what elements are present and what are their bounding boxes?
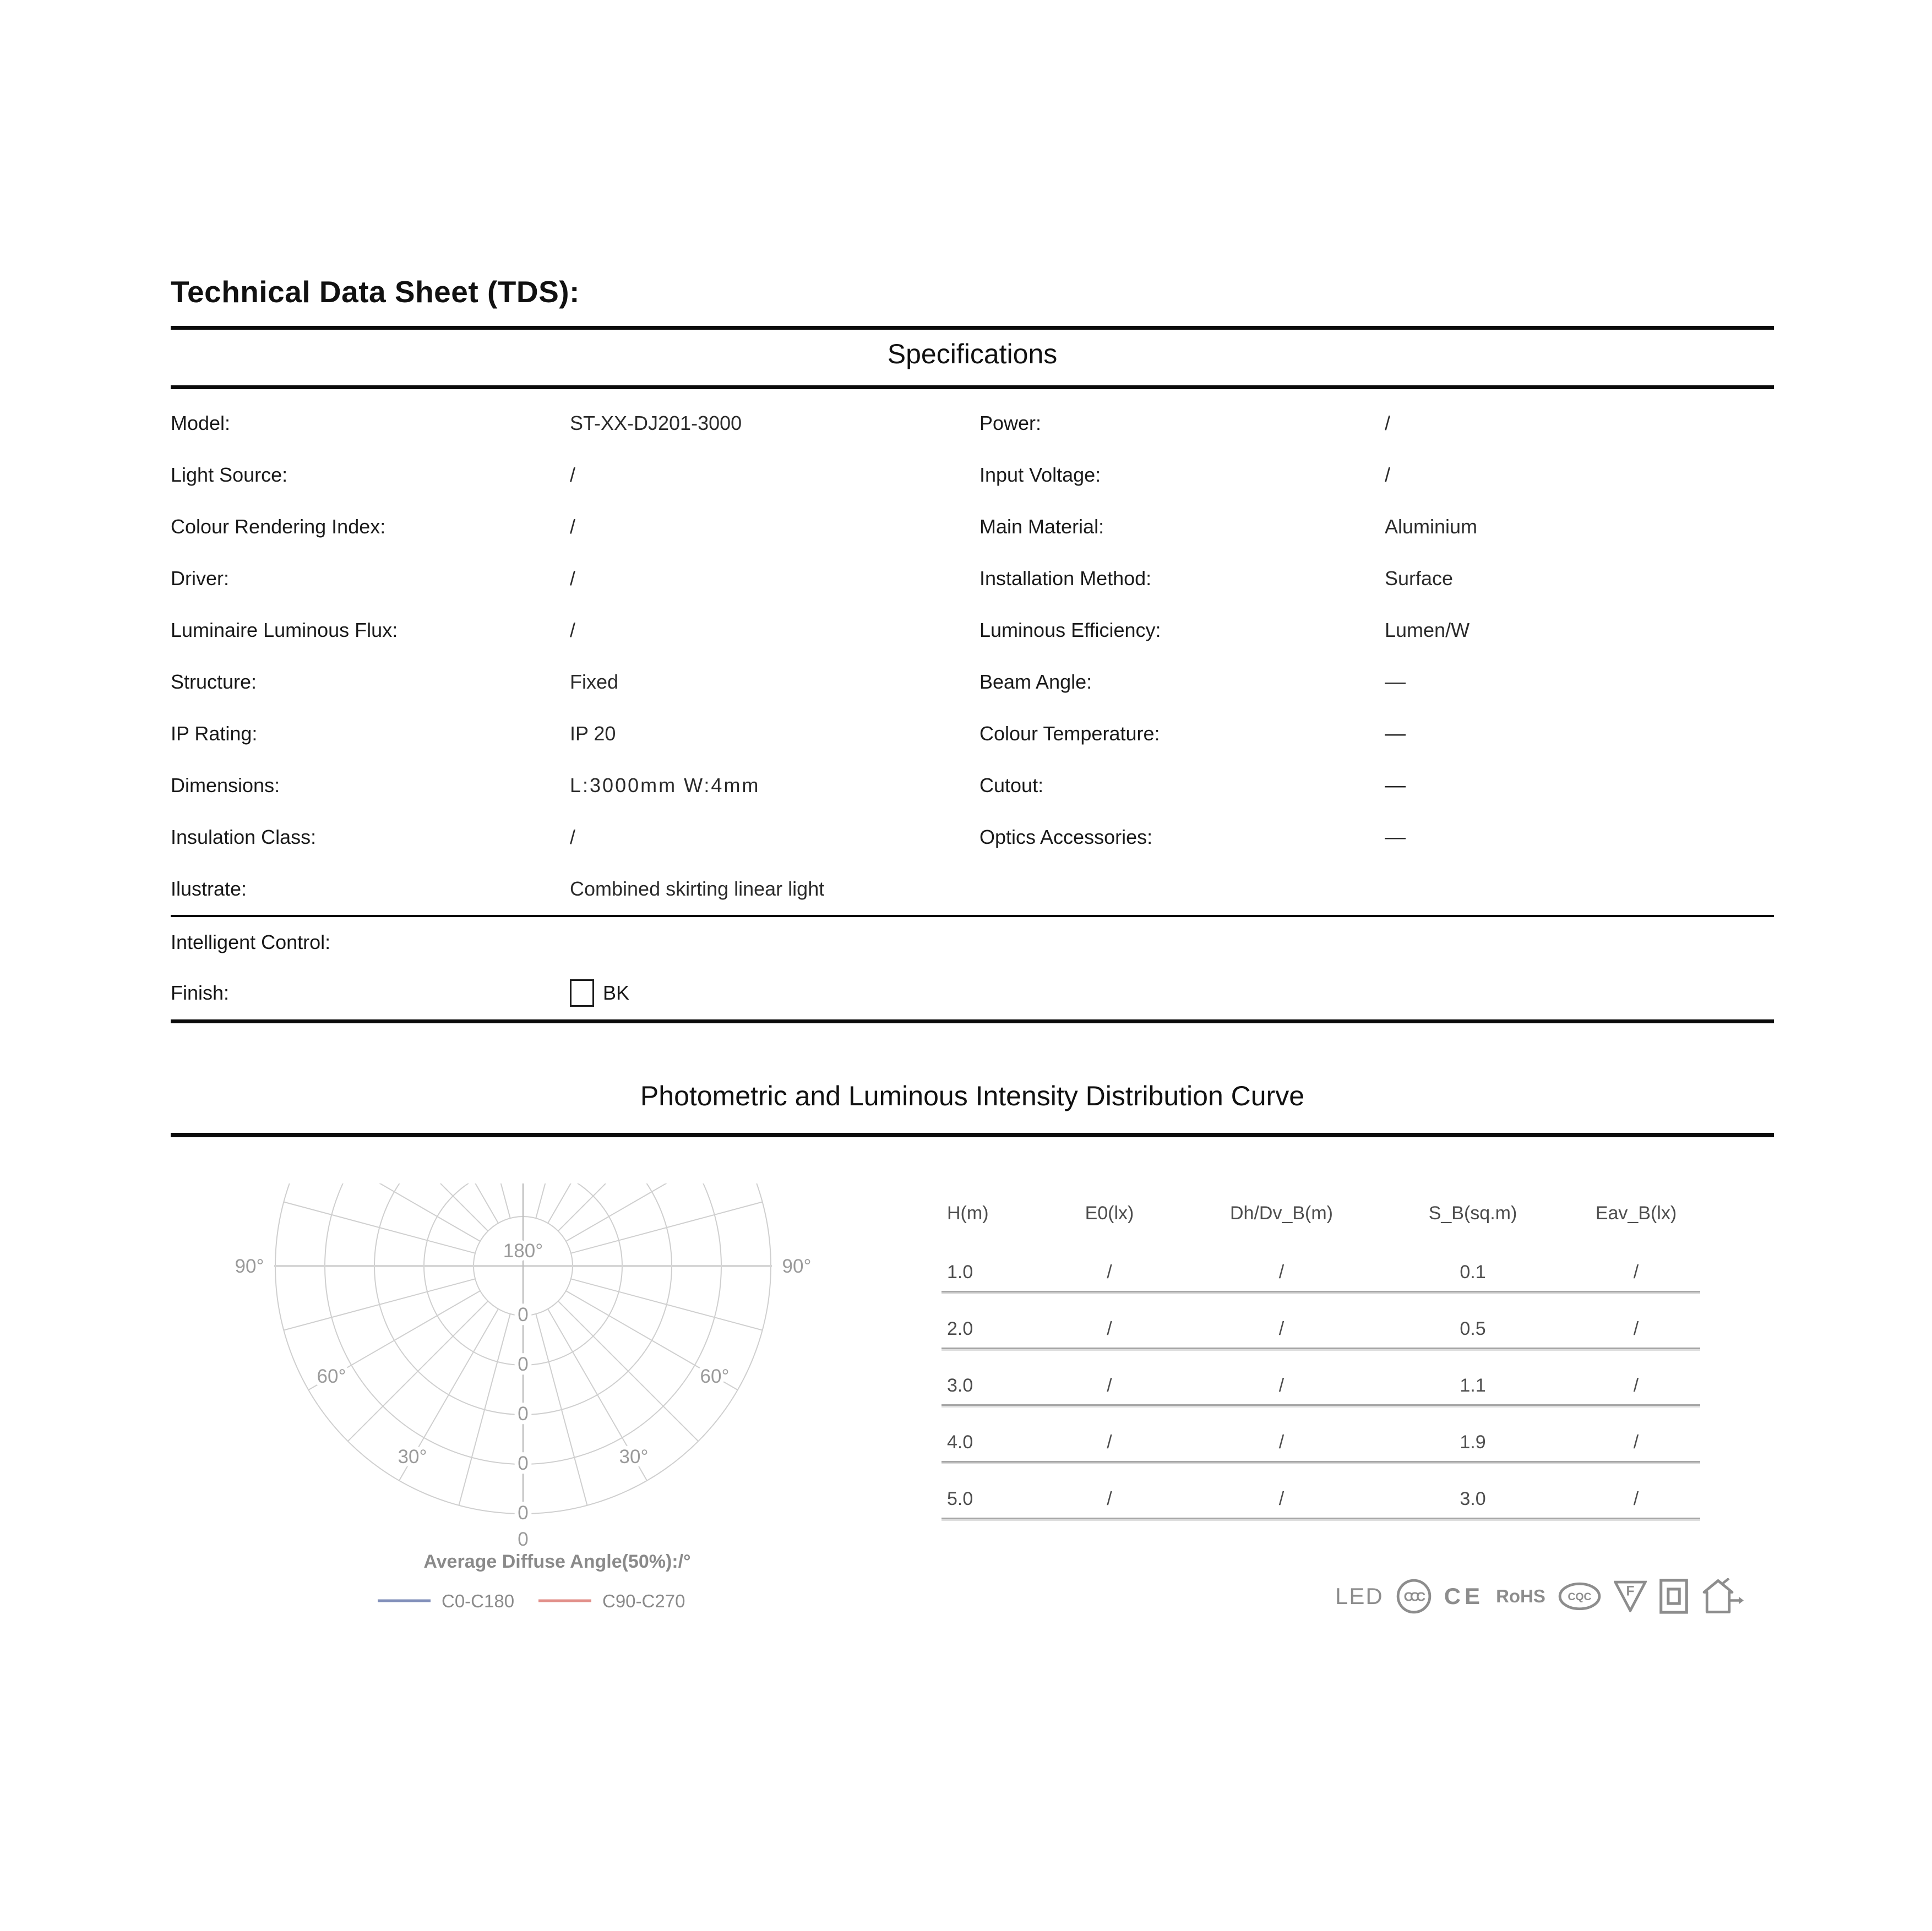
rohs-label: RoHS — [1496, 1586, 1545, 1606]
legend-label-c0-c180: C0-C180 — [442, 1591, 515, 1611]
spec-label-ip-rating: IP Rating: — [171, 722, 258, 745]
spec-label-input-voltage: Input Voltage: — [979, 463, 1101, 486]
spec-label-light-source: Light Source: — [171, 463, 288, 486]
angle-label-90-left: 90° — [235, 1256, 264, 1277]
radial-tick-0-c: 0 — [518, 1403, 529, 1425]
table-row: 5.0 / / 3.0 / — [941, 1463, 1700, 1519]
angle-label-0-bottom: 0 — [518, 1529, 529, 1550]
ccc-text: CCC — [1403, 1589, 1423, 1604]
table-row: 3.0 / / 1.1 / — [941, 1349, 1700, 1406]
spec-label-power: Power: — [979, 412, 1042, 434]
spec-label-main-material: Main Material: — [979, 515, 1104, 538]
chart-caption: Average Diffuse Angle(50%):/° — [423, 1551, 691, 1572]
finish-bk-label: BK — [603, 981, 630, 1004]
photometric-table-header — [941, 1203, 1700, 1236]
spec-label-dimensions: Dimensions: — [171, 774, 280, 797]
angle-label-60-right: 60° — [700, 1366, 730, 1387]
col-header-h: H(m) — [947, 1203, 989, 1224]
photometric-polar-chart — [215, 1183, 831, 1635]
spec-value-main-material: Aluminium — [1385, 515, 1478, 538]
divider-under-title — [171, 326, 1774, 330]
led-label: LED — [1335, 1583, 1384, 1609]
ccc-certification-icon — [1396, 1578, 1432, 1614]
cqc-text: CQC — [1568, 1591, 1592, 1603]
spec-label-colour-temperature: Colour Temperature: — [979, 722, 1160, 745]
spec-value-ip-rating: IP 20 — [570, 722, 616, 745]
divider-under-photometric-title — [171, 1133, 1774, 1137]
cqc-certification-icon — [1558, 1581, 1602, 1612]
spec-value-cri: / — [570, 515, 576, 538]
indoor-use-house-icon — [1701, 1578, 1744, 1614]
col-header-sb: S_B(sq.m) — [1428, 1203, 1517, 1224]
spec-label-intelligent-control: Intelligent Control: — [171, 931, 331, 953]
spec-label-cri: Colour Rendering Index: — [171, 515, 386, 538]
photometric-section-title: Photometric and Luminous Intensity Distribution Curve — [640, 1081, 1305, 1111]
spec-label-beam-angle: Beam Angle: — [979, 670, 1092, 693]
angle-label-30-left: 30° — [398, 1446, 427, 1468]
spec-label-optics-accessories: Optics Accessories: — [979, 826, 1153, 848]
radial-tick-0-b: 0 — [518, 1354, 529, 1375]
f-triangle-text: F — [1626, 1584, 1635, 1599]
table-row: 1.0 / / 0.1 / — [941, 1236, 1700, 1292]
spec-label-driver: Driver: — [171, 567, 229, 590]
angle-label-60-left: 60° — [317, 1366, 346, 1387]
spec-value-light-source: / — [570, 463, 576, 486]
spec-value-structure: Fixed — [570, 670, 619, 693]
spec-value-installation-method: Surface — [1385, 567, 1454, 590]
spec-value-colour-temperature: — — [1385, 722, 1406, 745]
page-title: Technical Data Sheet (TDS): — [171, 275, 580, 309]
angle-label-90-right: 90° — [782, 1256, 812, 1277]
spec-value-power: / — [1385, 412, 1391, 434]
legend-label-c90-c270: C90-C270 — [602, 1591, 685, 1611]
radial-tick-0-a: 0 — [518, 1304, 529, 1325]
col-header-dhdv: Dh/Dv_B(m) — [1229, 1203, 1334, 1224]
table-row: 4.0 / / 1.9 / — [941, 1406, 1700, 1463]
spec-value-optics-accessories: — — [1385, 825, 1406, 849]
table-row: 2.0 / / 0.5 / — [941, 1292, 1700, 1349]
finish-row — [171, 968, 1774, 1018]
photometric-table — [941, 1203, 1700, 1519]
spec-label-cutout: Cutout: — [979, 774, 1044, 797]
spec-label-insulation-class: Insulation Class: — [171, 826, 317, 848]
spec-value-model: ST-XX-DJ201-3000 — [570, 412, 742, 434]
col-header-e0: E0(lx) — [1085, 1203, 1134, 1224]
spec-value-cutout: — — [1385, 773, 1406, 797]
col-header-eavb: Eav_B(lx) — [1595, 1203, 1677, 1224]
radial-tick-0-d: 0 — [518, 1453, 529, 1474]
certification-icons-row — [1335, 1573, 1744, 1619]
spec-value-input-voltage: / — [1385, 463, 1391, 486]
double-insulation-icon — [1659, 1579, 1689, 1614]
radial-tick-0-e: 0 — [518, 1502, 529, 1524]
spec-label-luminous-efficiency: Luminous Efficiency: — [979, 619, 1161, 641]
divider-under-specifications — [171, 385, 1774, 389]
angle-label-30-right: 30° — [619, 1446, 649, 1468]
angle-label-180: 180° — [503, 1240, 543, 1262]
spec-value-dimensions: L:3000mm W:4mm — [570, 774, 760, 797]
spec-value-driver: / — [570, 567, 576, 590]
spec-value-beam-angle: — — [1385, 670, 1406, 694]
spec-value-luminous-flux: / — [570, 619, 576, 641]
spec-label-structure: Structure: — [171, 670, 257, 693]
spec-value-insulation-class: / — [570, 826, 576, 848]
specifications-section-title: Specifications — [887, 339, 1058, 369]
spec-label-luminous-flux: Luminaire Luminous Flux: — [171, 619, 398, 641]
divider-under-finish — [171, 1019, 1774, 1023]
spec-value-ilustrate: Combined skirting linear light — [570, 877, 825, 900]
spec-label-model: Model: — [171, 412, 231, 434]
spec-value-luminous-efficiency: Lumen/W — [1385, 619, 1470, 641]
spec-label-installation-method: Installation Method: — [979, 567, 1152, 590]
spec-label-finish: Finish: — [171, 981, 230, 1004]
spec-label-ilustrate: Ilustrate: — [171, 877, 247, 900]
specifications-table — [171, 397, 1774, 915]
finish-bk-checkbox[interactable] — [570, 979, 594, 1007]
ce-mark-icon: CE — [1444, 1583, 1484, 1609]
f-triangle-icon — [1614, 1580, 1647, 1612]
